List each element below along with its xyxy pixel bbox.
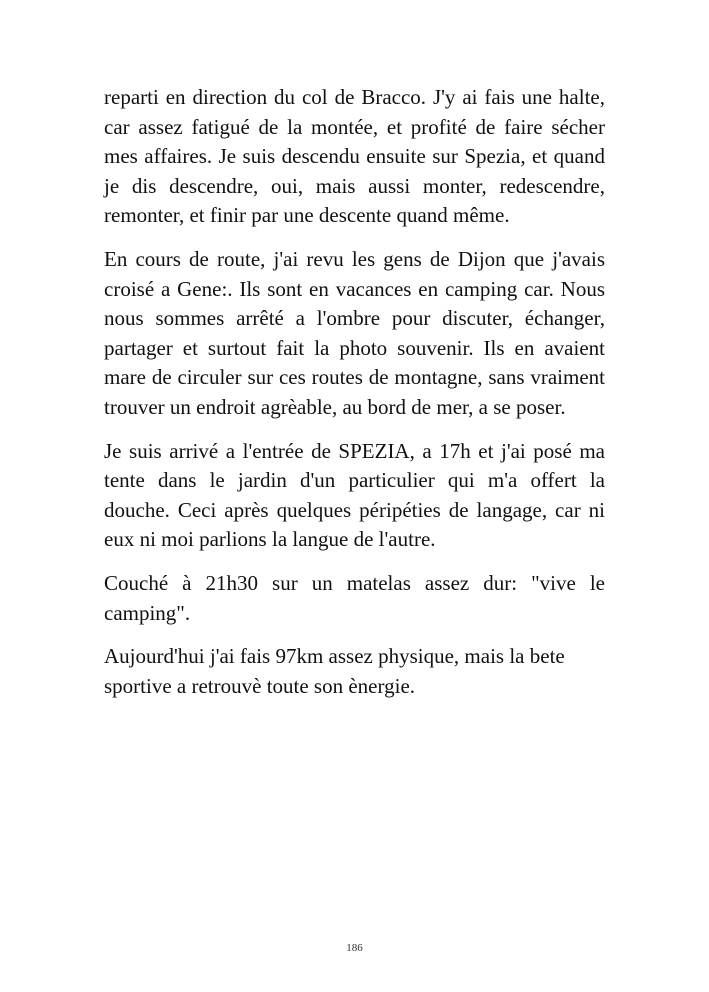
paragraph-4: Couché à 21h30 sur un matelas assez dur: "vive le camping". — [104, 570, 605, 625]
page-body — [104, 83, 605, 715]
paragraph-5: Aujourd'hui j'ai fais 97km assez physique, mais la bete sportive a retrouvè toute son ènergie. — [104, 644, 565, 698]
page-number: 186 — [346, 942, 363, 954]
paragraph-3: Je suis arrivé a l'entrée de SPEZIA, a 17h et j'ai posé ma tente dans le jardin d'un particulier qui m'a offert la douche. Ceci après quelques péripéties de langage, car ni eux ni moi parlions la langue de l'autre. — [104, 438, 605, 552]
paragraph-1: reparti en direction du col de Bracco. J'y ai fais une halte, car assez fatigué de la montée, et profité de faire sécher mes affaires. Je suis descendu ensuite sur Spezia, et quand je dis descendre, oui, mais aussi monter, redescendre, remonter, et finir par une descente quand même. — [104, 85, 605, 228]
paragraph-2: En cours de route, j'ai revu les gens de Dijon que j'avais croisé a Gene:. Ils sont en vacances en camping car. Nous nous sommes arrêté a l'ombre pour discuter, échanger, partager et surtout fait la photo souvenir. Ils en avaient mare de circuler sur ces routes de montagne, sans vraiment trouver un endroit agrèable, au bord de mer, a se poser. — [104, 246, 605, 419]
